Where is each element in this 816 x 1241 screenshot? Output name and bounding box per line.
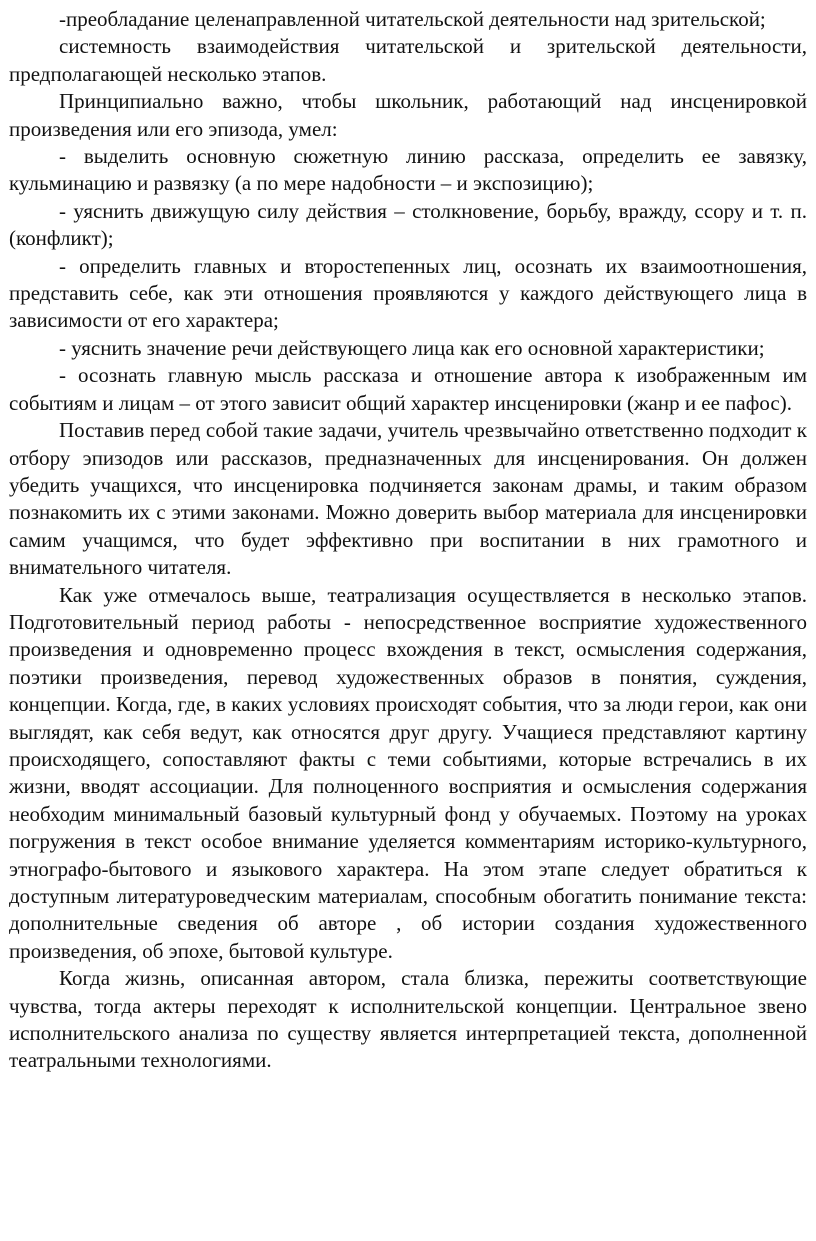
list-item-conflict: - уяснить движущую силу действия – столкновение, борьбу, вражду, ссору и т. п. (конфликт);	[9, 198, 807, 251]
paragraph-theatricalization-stages: Как уже отмечалось выше, театрализация осуществляется в несколько этапов. Подготовительный период работы - непосредственное восприятие художественного произведения и одновременно процесс вхождения в текст, осмысления содержания, поэтики произведения, перевод художественных образов в понятия, суждения, концепции. Когда, где, в каких условиях происходят события, что за люди герои, как они выглядят, как себя ведут, как относятся друг другу. Учащиеся представляют картину происходящего, сопоставляют факты с теми событиями, которые встречались в их жизни, вводят ассоциации. Для полноценного восприятия и осмысления содержания необходим минимальный базовый культурный фонд у обучаемых. Поэтому на уроках погружения в текст особое внимание уделяется комментариям историко-культурного, этнографо-бытового и языкового характера. На этом этапе следует обратиться к доступным литературоведческим материалам, способным обогатить понимание текста: дополнительные сведения об авторе , об истории создания художественного произведения, об эпохе, бытовой культуре.	[9, 582, 807, 963]
list-item-speech: - уяснить значение речи действующего лица как его основной характеристики;	[59, 335, 765, 360]
paragraph-reading-priority: -преобладание целенаправленной читательской деятельности над зрительской;	[59, 7, 766, 31]
list-item-main-idea: - осознать главную мысль рассказа и отношение автора к изображенным им событиям и лицам – от этого зависит общий характер инсценировки (жанр и ее пафос).	[9, 363, 807, 415]
paragraph-teacher-selection: Поставив перед собой такие задачи, учитель чрезвычайно ответственно подходит к отбору эпизодов или рассказов, предназначенных для инсценирования. Он должен убедить учащихся, что инсценировка подчиняется законам драмы, и таким образом познакомить их с этими законами. Можно доверить выбор материала для инсценировки самим учащимся, что будет эффективно при воспитании в них грамотного и внимательного читателя.	[9, 418, 807, 580]
paragraph-student-skills-intro: Принципиально важно, чтобы школьник, работающий над инсценировкой произведения или его эпизода, умел:	[9, 89, 807, 141]
paragraph-performance-concept: Когда жизнь, описанная автором, стала близка, пережиты соответствующие чувства, тогда актеры переходят к исполнительской концепции. Центральное звено исполнительского анализа по существу является интерпретацией текста, дополненной театральными технологиями.	[9, 966, 807, 1073]
document-page	[9, 6, 807, 1075]
paragraph-systemic-interaction: системность взаимодействия читательской и зрительской деятельности, предполагающей несколько этапов.	[9, 34, 807, 86]
list-item-plot-line: - выделить основную сюжетную линию рассказа, определить ее завязку, кульминацию и развязку (а по мере надобности – и экспозицию);	[9, 144, 807, 196]
list-item-characters: - определить главных и второстепенных лиц, осознать их взаимоотношения, представить себе, как эти отношения проявляются у каждого действующего лица в зависимости от его характера;	[9, 253, 807, 333]
